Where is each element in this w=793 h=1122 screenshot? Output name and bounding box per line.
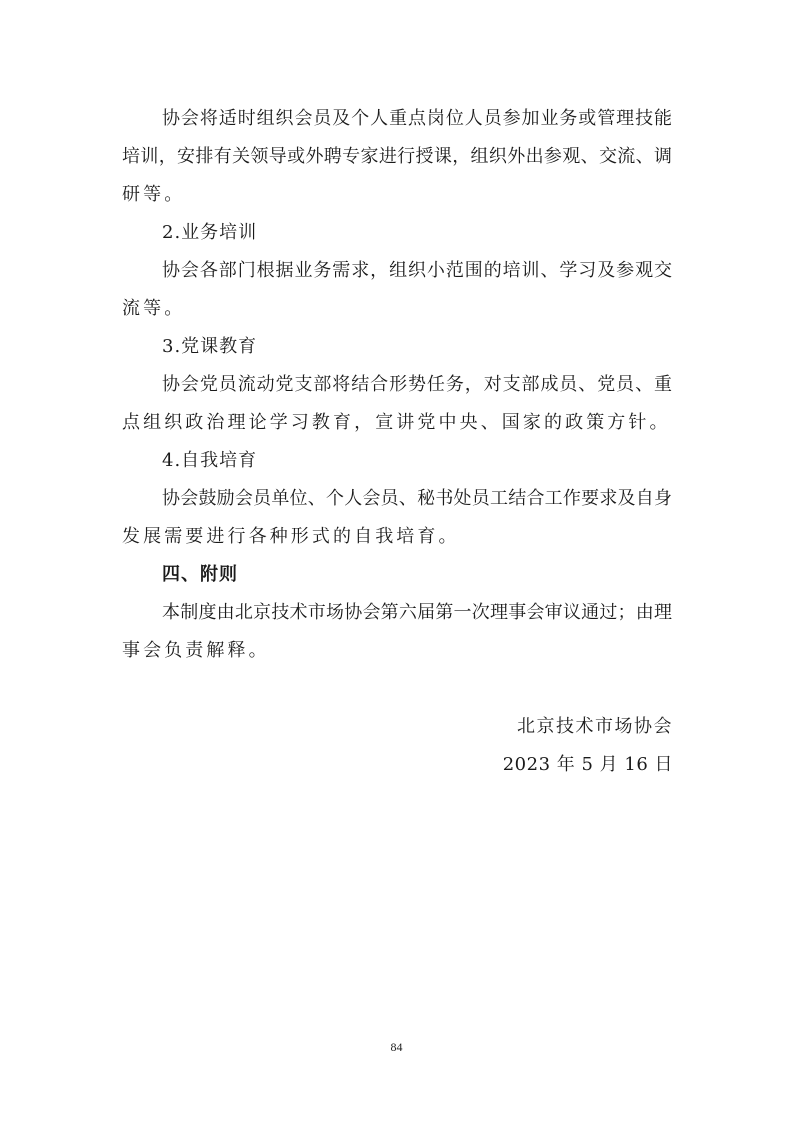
paragraph-line: 研等。 [122,184,186,205]
paragraph-line: 发展需要进行各种形式的自我培育。 [122,526,460,547]
paragraph-line: 流等。 [122,298,186,319]
signature-date: 2023 年 5 月 16 日 [502,754,673,775]
paragraph-line: 协会党员流动党支部将结合形势任务，对支部成员、党员、重 [162,374,672,395]
page-number: 84 [390,1040,403,1054]
paragraph-line: 协会各部门根据业务需求，组织小范围的培训、学习及参观交 [162,260,672,281]
section-title: 四、附则 [162,564,238,585]
paragraph-line: 培训，安排有关领导或外聘专家进行授课，组织外出参观、交流、调 [122,146,672,167]
paragraph-line: 事会负责解释。 [122,640,270,661]
signature-organization: 北京技术市场协会 [517,716,673,737]
paragraph-line: 协会将适时组织会员及个人重点岗位人员参加业务或管理技能 [162,108,672,129]
paragraph-line: 点组织政治理论学习教育，宣讲党中央、国家的政策方针。 [122,412,671,433]
subheading: 3.党课教育 [162,336,258,357]
subheading: 4.自我培育 [162,450,258,471]
paragraph-line: 本制度由北京技术市场协会第六届第一次理事会审议通过；由理 [162,602,672,623]
subheading: 2.业务培训 [162,222,258,243]
paragraph-line: 协会鼓励会员单位、个人会员、秘书处员工结合工作要求及自身 [162,488,672,509]
